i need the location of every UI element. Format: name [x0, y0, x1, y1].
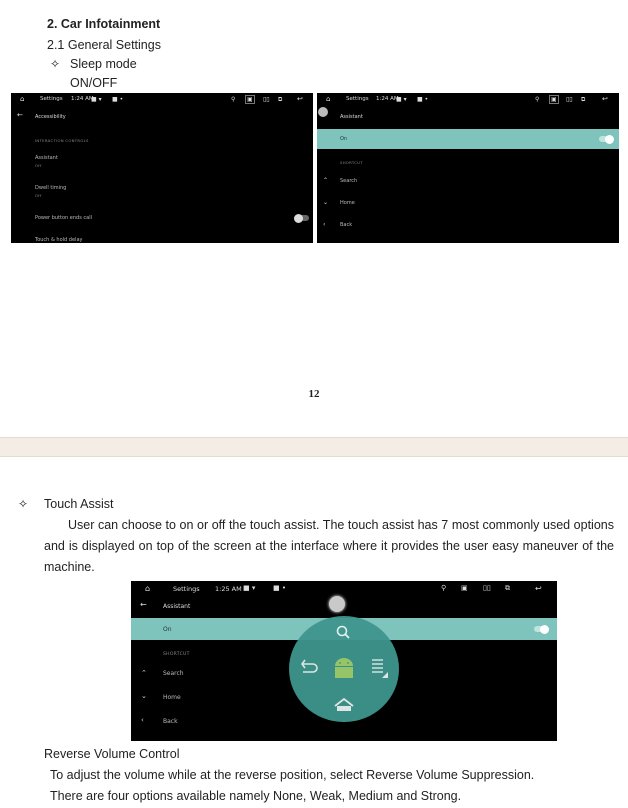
- section-label: INTERACTION CONTROLS: [35, 138, 89, 143]
- chevron-down-icon: ⌄: [141, 692, 147, 700]
- assistant-toggle[interactable]: [534, 626, 548, 632]
- list-item-label[interactable]: Power button ends call: [35, 215, 92, 221]
- camera-icon[interactable]: ▣: [461, 584, 468, 592]
- location-icon: ⚲: [441, 584, 447, 592]
- list-item-label[interactable]: Dwell timing: [35, 185, 67, 191]
- location-icon: ⚲: [231, 96, 236, 103]
- shortcut-item[interactable]: Home: [340, 200, 355, 206]
- status-title: Settings: [346, 96, 369, 102]
- status-time: 1:24 AM: [376, 96, 399, 102]
- window-icon[interactable]: ▯▯: [483, 584, 491, 592]
- window-icon[interactable]: ▯▯: [263, 96, 270, 103]
- home-icon[interactable]: ⌂: [20, 95, 25, 103]
- power-button-toggle[interactable]: [295, 215, 309, 221]
- chevron-down-icon: ⌄: [323, 199, 329, 206]
- shortcut-item[interactable]: Search: [340, 178, 358, 184]
- shortcut-item[interactable]: Back: [163, 718, 178, 725]
- recent-apps-icon[interactable]: ⧉: [581, 96, 586, 103]
- shortcut-item[interactable]: Back: [340, 222, 353, 228]
- page-title: Assistant: [340, 114, 363, 120]
- notification-icon: ■ ▾: [91, 96, 102, 103]
- screenshot-assistant-small: [317, 93, 619, 243]
- android-icon: ■ •: [417, 96, 429, 103]
- status-bar: [131, 581, 557, 597]
- section-label: SHORTCUT: [163, 652, 190, 657]
- android-icon: ■ •: [273, 584, 286, 592]
- page-title: Accessibility: [35, 114, 66, 120]
- android-icon[interactable]: [335, 658, 353, 678]
- page-number: 12: [308, 388, 320, 400]
- chevron-up-icon: ⌃: [323, 177, 329, 184]
- screenshot-accessibility: [11, 93, 313, 243]
- status-bar: [317, 93, 619, 107]
- section-label: SHORTCUT: [340, 160, 363, 165]
- reverse-line-1: To adjust the volume while at the reverse position, select Reverse Volume Suppression.: [50, 768, 535, 782]
- shortcut-item[interactable]: Search: [163, 670, 184, 677]
- list-item-sub: Off: [35, 163, 42, 168]
- reverse-line-2: There are four options available namely None, Weak, Medium and Strong.: [50, 789, 462, 803]
- shortcut-item[interactable]: Home: [163, 694, 181, 701]
- on-label: On: [340, 136, 348, 142]
- chevron-up-icon: ⌃: [141, 669, 147, 677]
- screenshot-assistant-overlay: [131, 581, 557, 741]
- sleep-mode-value: ON/OFF: [70, 76, 118, 90]
- return-icon[interactable]: ↩: [535, 584, 542, 593]
- assist-floating-button[interactable]: [329, 596, 345, 612]
- camera-icon[interactable]: ▣: [247, 96, 253, 103]
- status-time: 1:24 AM: [71, 96, 94, 102]
- list-item-sub: Off: [35, 193, 42, 198]
- camera-icon[interactable]: ▣: [551, 96, 557, 103]
- assist-floating-button[interactable]: [318, 107, 328, 117]
- touch-assist-title: Touch Assist: [44, 497, 114, 511]
- page-break-band: [0, 437, 628, 457]
- list-item-label[interactable]: Assistant: [35, 155, 58, 161]
- reverse-title: Reverse Volume Control: [44, 747, 180, 761]
- android-icon: ■ •: [112, 96, 124, 103]
- page-title: Assistant: [163, 603, 191, 610]
- status-title: Settings: [173, 585, 200, 593]
- bullet-star-icon: ✧: [50, 57, 61, 71]
- subsection-heading: 2.1 General Settings: [47, 38, 161, 52]
- notification-icon: ■ ▾: [396, 96, 407, 103]
- undo-icon[interactable]: [302, 660, 317, 672]
- touch-assist-body: User can choose to on or off the touch assist. The touch assist has 7 most commonly used options and is displayed on top of the screen at the interface where it provides the user easy maneuver of the machine.: [44, 518, 614, 574]
- home-icon[interactable]: ⌂: [145, 584, 151, 593]
- back-arrow-icon[interactable]: ←: [17, 111, 23, 119]
- window-icon[interactable]: ▯▯: [566, 96, 573, 103]
- status-bar: [11, 93, 313, 107]
- notification-icon: ■ ▾: [243, 584, 256, 592]
- list-item-label[interactable]: Touch & hold delay: [35, 237, 83, 243]
- status-title: Settings: [40, 96, 63, 102]
- bullet-star-icon: ✧: [18, 497, 29, 511]
- list-menu-icon[interactable]: [372, 660, 388, 678]
- return-icon[interactable]: ↩: [602, 95, 608, 103]
- chevron-left-icon: ‹: [323, 221, 326, 228]
- recent-apps-icon[interactable]: ⧉: [505, 584, 510, 592]
- back-arrow-icon[interactable]: ←: [140, 600, 147, 609]
- touch-assist-overlay[interactable]: [289, 616, 399, 722]
- section-heading: 2. Car Infotainment: [47, 17, 161, 31]
- assistant-toggle[interactable]: [599, 136, 613, 142]
- home-icon[interactable]: [335, 699, 353, 711]
- on-row[interactable]: [317, 129, 619, 149]
- status-time: 1:25 AM: [215, 585, 242, 593]
- sleep-mode-label: Sleep mode: [70, 57, 137, 71]
- location-icon: ⚲: [535, 96, 540, 103]
- search-icon[interactable]: [338, 627, 350, 639]
- chevron-left-icon: ‹: [141, 716, 144, 724]
- on-label: On: [163, 626, 172, 633]
- return-icon[interactable]: ↩: [297, 95, 303, 103]
- recent-apps-icon[interactable]: ⧉: [278, 96, 283, 103]
- home-icon[interactable]: ⌂: [326, 95, 331, 103]
